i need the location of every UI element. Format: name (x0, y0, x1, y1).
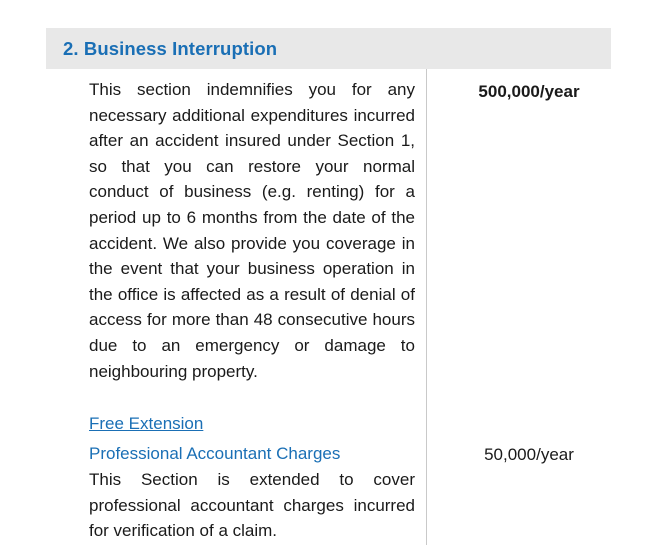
extension-description: This Section is extended to cover professional accountant charges incurred for verification of a claim. (89, 470, 415, 541)
section-description: This section indemnifies you for any necessary additional expenditures incurred after an accident insured under Section 1, so that you can restore your normal conduct of business (e.g. renting) for a period up to 6 months from the date of the accident. We also provide you coverage in the event that your business operation in the office is affected as a result of denial of access for more than 48 consecutive hours due to an emergency or damage to neighbouring property. (89, 80, 415, 381)
section-title: 2. Business Interruption (63, 37, 278, 59)
section-limit: 500,000/year (478, 82, 580, 101)
extension-limit: 50,000/year (484, 445, 574, 464)
extension-title: Professional Accountant Charges (89, 444, 341, 463)
column-divider (426, 69, 427, 545)
free-extension-link[interactable]: Free Extension (89, 414, 204, 433)
section-header (46, 28, 611, 69)
